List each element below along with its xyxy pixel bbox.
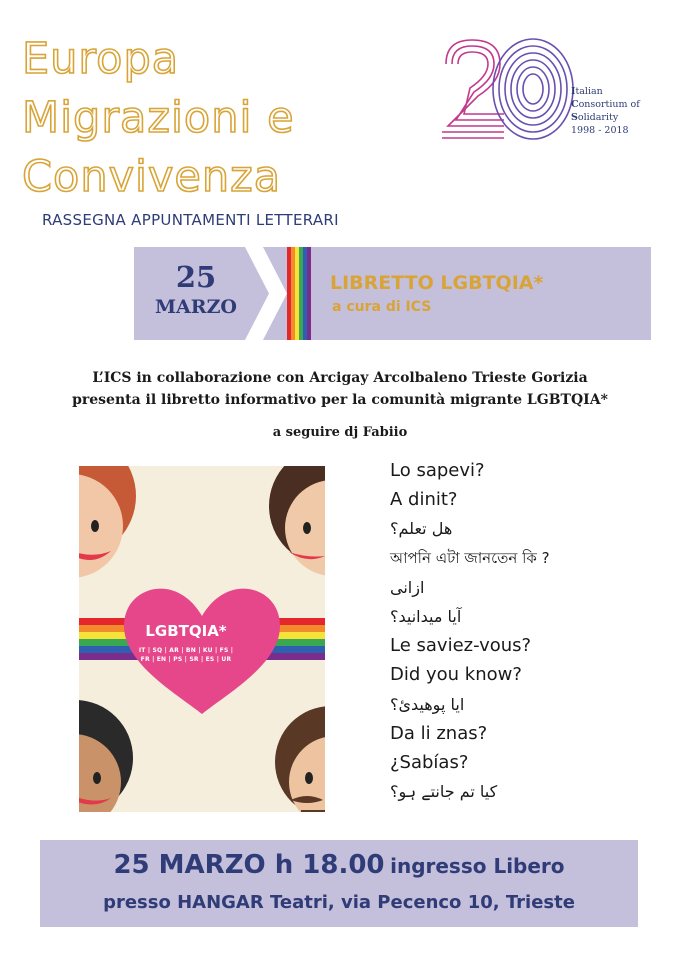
footer-address: presso HANGAR Teatri, via Pecenco 10, Trieste: [103, 892, 575, 913]
title-line-3: Convivenza: [22, 152, 282, 202]
description-line-2: presenta il libretto informativo per la comunità migrante LGBTQIA*: [72, 392, 608, 408]
phrase-item: ¿Sabías?: [390, 751, 469, 773]
phrase-item: ایا پوهیدئ؟: [390, 694, 465, 714]
booklet-languages: IT | SQ | AR | BN | KU | FS | FR | EN | PS | SR | ES | UR: [138, 647, 234, 663]
footer-entry: ingresso Libero: [390, 854, 565, 878]
phrase-item: Da li znas?: [390, 722, 488, 744]
phrase-item: Did you know?: [390, 664, 522, 686]
phrase-item: ازانی: [390, 577, 425, 597]
phrase-item: আপনি এটা জানতেন কি ?: [390, 548, 550, 567]
series-subtitle: RASSEGNA APPUNTAMENTI LETTERARI: [42, 211, 339, 229]
phrase-item: A dinit?: [390, 489, 458, 511]
phrase-item: Lo sapevi?: [390, 460, 485, 481]
footer-datetime: 25 MARZO h 18.00: [113, 850, 385, 880]
phrase-item: هل تعلم؟: [390, 519, 453, 539]
title-line-2: Migrazioni e: [22, 93, 295, 143]
event-date: [134, 247, 258, 340]
phrase-item: آیا میدانید؟: [390, 606, 462, 626]
event-day: 25: [175, 260, 217, 294]
description-line-3: a seguire dj Fabiio: [272, 425, 408, 440]
description-line-1: L’ICS in collaborazione con Arcigay Arcolbaleno Trieste Gorizia: [92, 370, 588, 386]
phrase-item: کیا تم جانتے ہو؟: [390, 782, 498, 802]
footer-datetime-line: [40, 850, 638, 880]
rainbow-stripe: [287, 247, 311, 340]
event-month: MARZO: [155, 296, 237, 318]
event-title: LIBRETTO LGBTQIA*: [330, 272, 544, 294]
face-top-left: [79, 466, 136, 578]
booklet-title: [126, 622, 246, 664]
booklet-title-text: LGBTQIA*: [145, 622, 227, 640]
phrase-item: Le saviez-vous?: [390, 635, 532, 657]
event-curator: a cura di ICS: [332, 299, 432, 315]
ics-logo-caption: Italian Consortium of Solidarity 1998 - 2018: [571, 86, 640, 136]
phrase-list: [390, 456, 640, 806]
title-line-1: Europa: [22, 34, 180, 84]
